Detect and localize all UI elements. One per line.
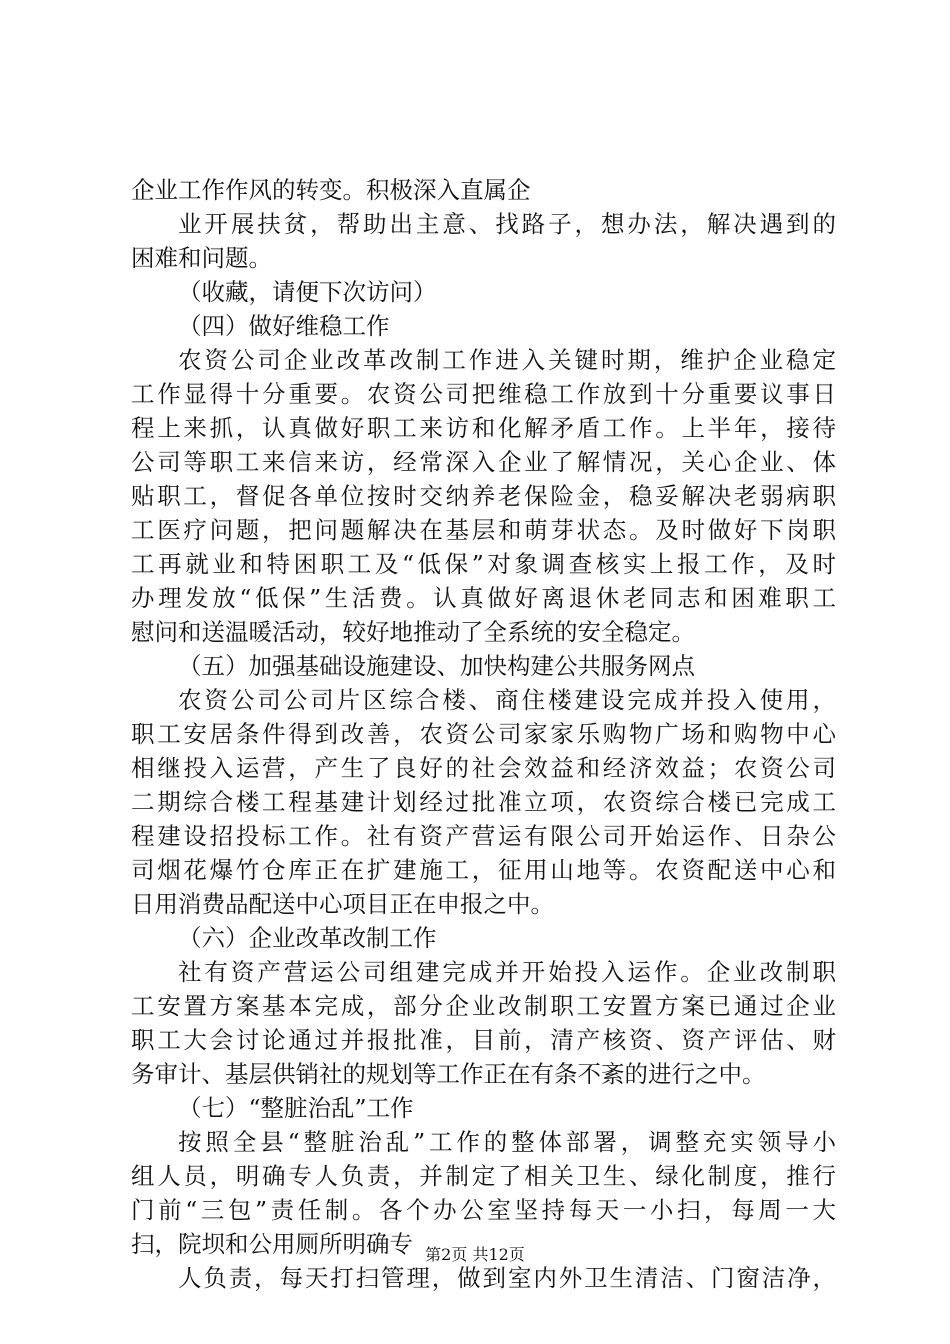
- text-line: 农资公司企业改革改制工作进入关键时期，维护企业稳定: [178, 346, 836, 374]
- text-line: （收藏，请便下次访问）: [178, 278, 437, 306]
- document-body: [131, 173, 836, 1295]
- text-line: 业开展扶贫，帮助出主意、找路子，想办法，解决遇到的: [178, 210, 836, 238]
- text-line: 贴职工，督促各单位按时交纳养老保险金，稳妥解决老弱病职: [131, 482, 836, 510]
- text-line: （六）企业改革改制工作: [178, 924, 437, 952]
- text-line: 困难和问题。: [131, 244, 272, 272]
- text-line: 相继投入运营，产生了良好的社会效益和经济效益；农资公司: [131, 754, 836, 782]
- text-line: 职工大会讨论通过并报批准，目前，清产核资、资产评估、财: [131, 1026, 836, 1054]
- text-line: 日用消费品配送中心项目正在申报之中。: [131, 890, 554, 918]
- page-footer: 第2页 共12页: [425, 1245, 525, 1264]
- text-line: 工安置方案基本完成，部分企业改制职工安置方案已通过企业: [131, 992, 836, 1020]
- text-line: 工再就业和特困职工及“低保”对象调查核实上报工作，及时: [131, 550, 836, 578]
- text-line: 组人员，明确专人负责，并制定了相关卫生、绿化制度，推行: [131, 1162, 836, 1190]
- text-line: 程建设招投标工作。社有资产营运有限公司开始运作、日杂公: [131, 822, 836, 850]
- text-line: 门前“三包”责任制。各个办公室坚持每天一小扫，每周一大: [131, 1196, 836, 1224]
- text-line: 工作显得十分重要。农资公司把维稳工作放到十分重要议事日: [131, 380, 836, 408]
- text-line: 扫，院坝和公用厕所明确专: [131, 1230, 413, 1258]
- text-line: （四）做好维稳工作: [178, 312, 390, 340]
- text-line: 社有资产营运公司组建完成并开始投入运作。企业改制职: [178, 958, 836, 986]
- text-line: 公司等职工来信来访，经常深入企业了解情况，关心企业、体: [131, 448, 836, 476]
- text-line: 人负责，每天打扫管理，做到室内外卫生清洁、门窗洁净，: [178, 1264, 836, 1292]
- text-line: 职工安居条件得到改善，农资公司家家乐购物广场和购物中心: [131, 720, 836, 748]
- text-line: 程上来抓，认真做好职工来访和化解矛盾工作。上半年，接待: [131, 414, 836, 442]
- text-line: 按照全县“整脏治乱”工作的整体部署，调整充实领导小: [178, 1128, 836, 1156]
- text-line: 工医疗问题，把问题解决在基层和萌芽状态。及时做好下岗职: [131, 516, 836, 544]
- text-line: 农资公司公司片区综合楼、商住楼建设完成并投入使用，: [178, 686, 836, 714]
- text-line: 办理发放“低保”生活费。认真做好离退休老同志和困难职工: [131, 584, 836, 612]
- text-line: （七）“整脏治乱”工作: [178, 1094, 414, 1122]
- text-line: （五）加强基础设施建设、加快构建公共服务网点: [178, 652, 695, 680]
- text-line: 企业工作作风的转变。积极深入直属企: [131, 176, 531, 204]
- text-line: 务审计、基层供销社的规划等工作正在有条不紊的进行之中。: [131, 1060, 766, 1088]
- text-line: 慰问和送温暖活动，较好地推动了全系统的安全稳定。: [131, 618, 695, 646]
- text-line: 司烟花爆竹仓库正在扩建施工，征用山地等。农资配送中心和: [131, 856, 836, 884]
- text-line: 二期综合楼工程基建计划经过批准立项，农资综合楼已完成工: [131, 788, 836, 816]
